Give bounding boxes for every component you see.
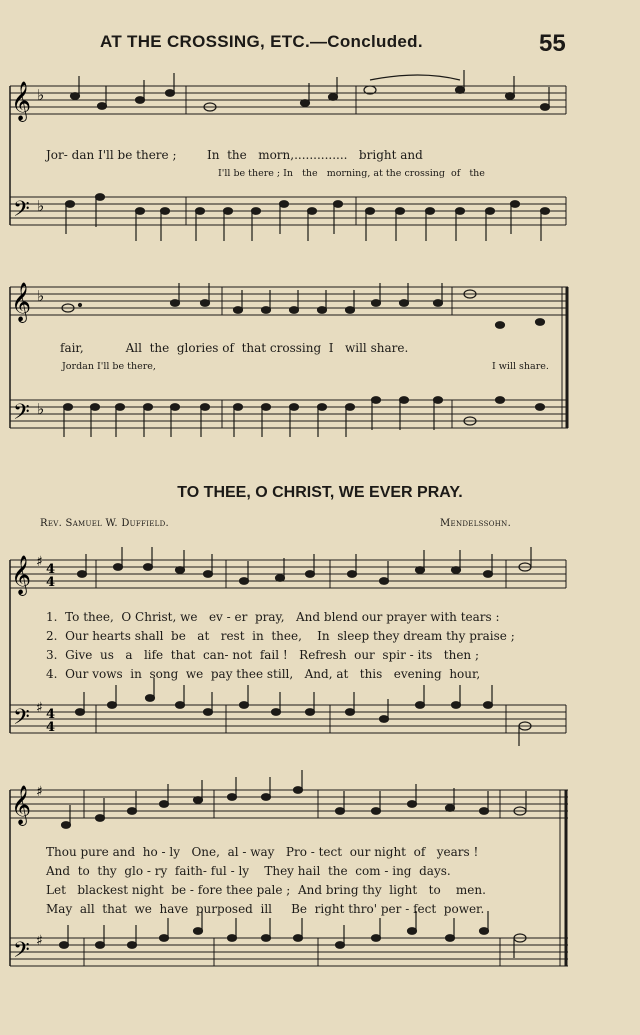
- svg-text:𝄞: 𝄞: [11, 785, 32, 825]
- svg-text:𝄢: 𝄢: [13, 938, 30, 968]
- svg-text:𝄢: 𝄢: [13, 400, 30, 430]
- crossing-system-2-alto-lyrics-left: Jordan I'll be there,: [62, 361, 156, 372]
- svg-text:♭: ♭: [37, 86, 45, 104]
- hymn-author: Rev. Samuel W. Duffield.: [40, 518, 169, 529]
- crossing-system-1-lyrics: Jor- dan I'll be there ; In the morn,.............. bright and: [46, 148, 423, 162]
- crossing-system-2-lyrics: fair, All the glories of that crossing I will share.: [60, 341, 409, 355]
- svg-text:♭: ♭: [37, 287, 45, 305]
- hymn-time-signature-top-denominator: 4: [46, 575, 56, 590]
- hymn-title: TO THEE, O CHRIST, WE EVER PRAY.: [177, 484, 463, 501]
- svg-text:𝄞: 𝄞: [11, 282, 32, 322]
- hymn-system-1-verse-2: 2. Our hearts shall be at rest in thee, In sleep they dream thy praise ;: [46, 629, 515, 643]
- crossing-system-1-music: [0, 62, 640, 262]
- svg-text:𝄢: 𝄢: [13, 197, 30, 227]
- hymn-system-2-verse-1: Thou pure and ho - ly One, al - way Pro - tect our night of years !: [46, 845, 479, 859]
- page-header-title: AT THE CROSSING, ETC.—Concluded.: [100, 32, 423, 51]
- hymn-system-1-verse-4: 4. Our vows in song we pay thee still, And, at this evening hour,: [46, 667, 481, 681]
- crossing-system-1-alto-lyrics: I'll be there ; In the morning, at the crossing of the: [218, 168, 485, 179]
- svg-text:𝄢: 𝄢: [13, 705, 30, 735]
- hymn-time-signature-top-numerator: 4: [46, 562, 56, 577]
- hymn-system-1-music: [0, 540, 640, 752]
- svg-text:♯: ♯: [36, 784, 43, 800]
- svg-text:𝄞: 𝄞: [11, 81, 32, 121]
- hymn-system-1-verse-3: 3. Give us a life that can- not fail ! Refresh our spir - its then ;: [46, 648, 480, 662]
- hymn-system-2-verse-2: And to thy glo - ry faith- ful - ly They hail the com - ing days.: [46, 864, 451, 878]
- hymn-composer: Mendelssohn.: [440, 518, 512, 529]
- svg-text:♭: ♭: [37, 400, 45, 418]
- crossing-system-2-alto-lyrics-right: I will share.: [492, 361, 549, 372]
- hymn-system-2-verse-4: May all that we have purposed ill Be right thro' per - fect power.: [46, 902, 485, 916]
- hymn-system-2-verse-3: Let blackest night be - fore thee pale ; And bring thy light to men.: [46, 883, 486, 897]
- page-number: 55: [539, 30, 566, 57]
- svg-text:♯: ♯: [36, 700, 43, 716]
- hymn-time-signature-bottom-denominator: 4: [46, 720, 56, 735]
- svg-text:♯: ♯: [36, 554, 43, 570]
- hymn-system-1-verse-1: 1. To thee, O Christ, we ev - er pray, And blend our prayer with tears :: [46, 610, 500, 624]
- svg-text:♭: ♭: [37, 197, 45, 215]
- svg-text:𝄞: 𝄞: [11, 555, 32, 595]
- hymn-time-signature-bottom-numerator: 4: [46, 707, 56, 722]
- svg-text:♯: ♯: [36, 933, 43, 949]
